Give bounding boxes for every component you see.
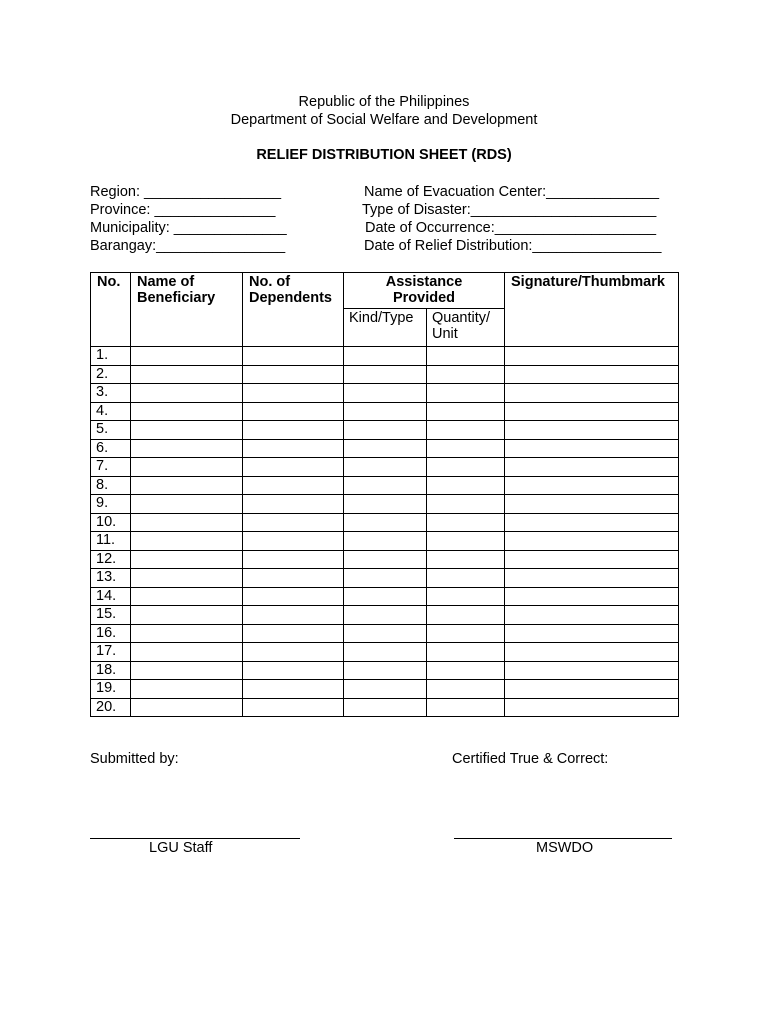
blank-cell [131,550,243,569]
blank-cell [243,569,344,588]
blank-cell [344,643,427,662]
blank-cell [427,661,505,680]
table-row [91,365,679,384]
blank-cell [427,624,505,643]
blank-cell [344,532,427,551]
row-number: 1. [91,347,131,366]
blank-cell [427,402,505,421]
blank-cell [505,402,679,421]
row-number: 7. [91,458,131,477]
blank-cell [344,569,427,588]
blank-cell [505,532,679,551]
disaster-type-field: Type of Disaster:_______________________ [362,202,657,218]
blank-cell [505,550,679,569]
header-beneficiary: Name of Beneficiary [131,273,243,347]
occurrence-date-field: Date of Occurrence:____________________ [365,220,657,236]
blank-cell [344,698,427,717]
blank-cell [131,421,243,440]
document-title: RELIEF DISTRIBUTION SHEET (RDS) [256,147,512,163]
blank-cell [427,587,505,606]
blank-cell [131,384,243,403]
blank-cell [344,661,427,680]
blank-cell [344,365,427,384]
blank-cell [243,421,344,440]
blank-cell [427,532,505,551]
blank-cell [427,458,505,477]
blank-cell [505,513,679,532]
blank-cell [427,495,505,514]
header-dependents: No. of Dependents [243,273,344,347]
municipality-field: Municipality: ______________ [90,220,287,236]
row-number: 16. [91,624,131,643]
blank-cell [427,513,505,532]
row-number: 6. [91,439,131,458]
evacuation-center-field: Name of Evacuation Center:______________ [364,184,660,200]
blank-cell [344,550,427,569]
row-number: 18. [91,661,131,680]
blank-cell [131,365,243,384]
mswdo-signature-line [454,838,672,839]
blank-cell [427,421,505,440]
blank-cell [344,384,427,403]
department-line: Department of Social Welfare and Development [230,112,538,128]
row-number: 5. [91,421,131,440]
mswdo-label: MSWDO [536,840,594,856]
republic-line: Republic of the Philippines [298,94,470,110]
table-row [91,680,679,699]
blank-cell [243,402,344,421]
blank-cell [505,495,679,514]
blank-cell [243,606,344,625]
blank-cell [344,513,427,532]
blank-cell [243,624,344,643]
row-number: 20. [91,698,131,717]
blank-cell [131,698,243,717]
header-assistance: Assistance Provided [344,273,505,309]
header-quantity-unit: Quantity/ Unit [427,309,505,347]
blank-cell [427,643,505,662]
blank-cell [131,643,243,662]
blank-cell [131,439,243,458]
row-number: 2. [91,365,131,384]
header-kind-type: Kind/Type [344,309,427,347]
blank-cell [243,661,344,680]
blank-cell [131,347,243,366]
blank-cell [243,365,344,384]
row-number: 4. [91,402,131,421]
blank-cell [505,458,679,477]
province-field: Province: _______________ [90,202,276,218]
blank-cell [131,661,243,680]
row-number: 8. [91,476,131,495]
blank-cell [131,532,243,551]
row-number: 11. [91,532,131,551]
blank-cell [131,606,243,625]
blank-cell [131,624,243,643]
row-number: 3. [91,384,131,403]
blank-cell [131,458,243,477]
header-signature: Signature/Thumbmark [505,273,679,347]
blank-cell [505,606,679,625]
region-field: Region: _________________ [90,184,282,200]
blank-cell [344,402,427,421]
table-row [91,513,679,532]
blank-cell [344,680,427,699]
row-number: 15. [91,606,131,625]
blank-cell [344,587,427,606]
blank-cell [505,569,679,588]
blank-cell [505,587,679,606]
table-row [91,569,679,588]
blank-cell [344,439,427,458]
header-no: No. [91,273,131,347]
table-row [91,439,679,458]
blank-cell [131,402,243,421]
row-number: 14. [91,587,131,606]
row-number: 17. [91,643,131,662]
relief-distribution-table [90,272,679,717]
blank-cell [243,587,344,606]
blank-cell [427,569,505,588]
table-row [91,606,679,625]
blank-cell [427,439,505,458]
blank-cell [243,643,344,662]
blank-cell [243,384,344,403]
blank-cell [505,643,679,662]
blank-cell [243,550,344,569]
blank-cell [243,513,344,532]
blank-cell [131,587,243,606]
blank-cell [243,680,344,699]
blank-cell [243,347,344,366]
submitted-by-label: Submitted by: [90,751,179,767]
table-row [91,476,679,495]
table-row [91,347,679,366]
blank-cell [344,624,427,643]
table-row [91,532,679,551]
row-number: 9. [91,495,131,514]
table-row [91,661,679,680]
table-row [91,550,679,569]
lgu-staff-label: LGU Staff [149,840,213,856]
blank-cell [505,421,679,440]
blank-cell [505,624,679,643]
blank-cell [243,476,344,495]
blank-cell [344,458,427,477]
blank-cell [427,476,505,495]
lgu-signature-line [90,838,300,839]
blank-cell [243,439,344,458]
table-row [91,587,679,606]
barangay-field: Barangay:________________ [90,238,286,254]
blank-cell [131,513,243,532]
table-row [91,495,679,514]
blank-cell [427,680,505,699]
row-number: 19. [91,680,131,699]
table-row [91,698,679,717]
blank-cell [427,365,505,384]
certified-label: Certified True & Correct: [452,751,609,767]
blank-cell [243,532,344,551]
blank-cell [344,421,427,440]
blank-cell [505,661,679,680]
distribution-date-field: Date of Relief Distribution:________________ [364,238,662,254]
blank-cell [131,680,243,699]
blank-cell [505,698,679,717]
blank-cell [243,495,344,514]
blank-cell [505,476,679,495]
row-number: 12. [91,550,131,569]
blank-cell [131,495,243,514]
blank-cell [427,550,505,569]
blank-cell [344,495,427,514]
blank-cell [505,439,679,458]
table-row [91,421,679,440]
blank-cell [505,347,679,366]
row-number: 13. [91,569,131,588]
blank-cell [344,476,427,495]
blank-cell [427,606,505,625]
table-row [91,643,679,662]
blank-cell [344,606,427,625]
table-row [91,624,679,643]
blank-cell [505,680,679,699]
blank-cell [131,476,243,495]
blank-cell [505,384,679,403]
blank-cell [243,458,344,477]
table-row [91,384,679,403]
row-number: 10. [91,513,131,532]
blank-cell [427,384,505,403]
blank-cell [427,347,505,366]
blank-cell [505,365,679,384]
blank-cell [344,347,427,366]
table-row [91,458,679,477]
blank-cell [131,569,243,588]
blank-cell [427,698,505,717]
blank-cell [243,698,344,717]
table-row [91,402,679,421]
